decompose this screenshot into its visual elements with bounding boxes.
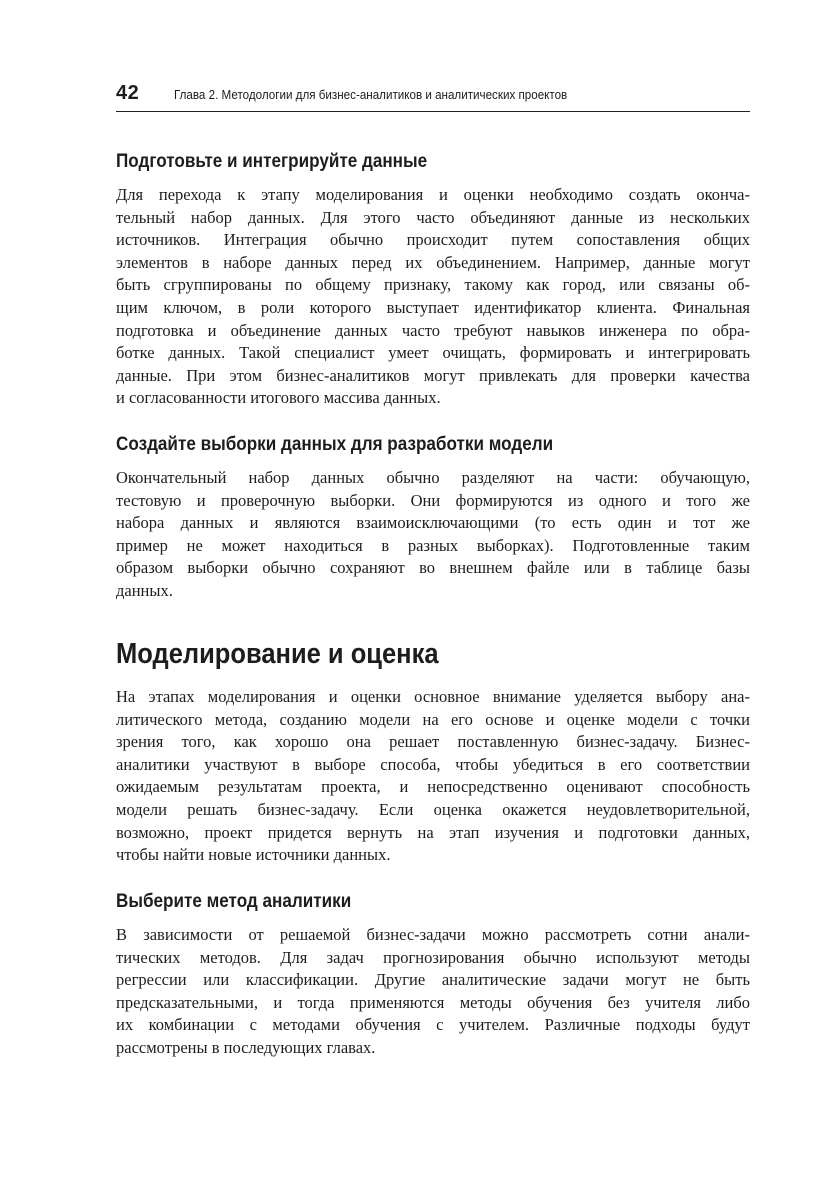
text-line: и согласованности итогового массива данных.: [116, 388, 441, 408]
text-line: возможно, проект придется вернуть на этап изучения и подготовки данных,: [116, 822, 750, 842]
running-title: Глава 2. Методологии для бизнес-аналитиков и аналитических проектов: [174, 88, 568, 102]
text-line: источников. Интеграция обычно происходит путем сопоставления общих: [116, 230, 750, 250]
text-line: быть сгруппированы по общему признаку, такому как город, или связаны об-: [116, 275, 750, 295]
text-line: тестовую и проверочную выборки. Они формируются из одного и того же: [116, 490, 750, 510]
text-line: предсказательными, и тогда применяются методы обучения без учителя либо: [116, 992, 750, 1012]
text-line: аналитики участвуют в выборе способа, чтобы убедиться в его соответствии: [116, 754, 750, 774]
text-line: ботке данных. Такой специалист умеет очищать, формировать и интегрировать: [116, 343, 750, 363]
text-line: Для перехода к этапу моделирования и оценки необходимо создать оконча-: [116, 185, 750, 204]
text-line: литического метода, созданию модели на его основе и оценке модели с точки: [116, 709, 750, 729]
text-line: В зависимости от решаемой бизнес-задачи можно рассмотреть сотни анали-: [116, 925, 750, 944]
section-heading-create-samples: Создайте выборки данных для разработки модели: [116, 434, 554, 455]
text-line: щим ключом, в роли которого выступает идентификатор клиента. Финальная: [116, 297, 750, 317]
text-line: ожидаемым результатам проекта, и непосредственно оценивают способность: [116, 777, 750, 797]
page-number: 42: [116, 82, 140, 104]
paragraph-choose-method: [116, 924, 750, 1060]
text-line: зрения того, как хорошо она решает поставленную бизнес-задачу. Бизнес-: [116, 732, 750, 752]
paragraph-prepare-data: [116, 184, 750, 410]
text-line: данных.: [116, 580, 173, 600]
text-line: чтобы найти новые источники данных.: [116, 845, 391, 865]
text-line: тических методов. Для задач прогнозирования обычно используют методы: [116, 947, 750, 967]
text-line: рассмотрены в последующих главах.: [116, 1037, 376, 1057]
text-line: модели решать бизнес-задачу. Если оценка окажется неудовлетворительной,: [116, 799, 750, 819]
paragraph-modeling: [116, 686, 750, 867]
text-line: образом выборки обычно сохраняют во внешнем файле или в таблице базы: [116, 558, 750, 578]
running-header: [116, 80, 750, 112]
section-heading-choose-method: Выберите метод аналитики: [116, 891, 352, 912]
text-line: подготовка и объединение данных часто требуют навыков инженера по обра-: [116, 320, 750, 340]
text-line: элементов в наборе данных перед их объединением. Например, данные могут: [116, 252, 750, 272]
text-line: данные. При этом бизнес-аналитиков могут привлекать для проверки качества: [116, 365, 750, 385]
text-line: набора данных и являются взаимоисключающими (то есть один и тот же: [116, 513, 750, 533]
text-line: Окончательный набор данных обычно разделяют на части: обучающую,: [116, 468, 750, 487]
text-line: На этапах моделирования и оценки основное внимание уделяется выбору ана-: [116, 687, 750, 706]
paragraph-create-samples: [116, 467, 750, 603]
chapter-section-title-modeling: Моделирование и оценка: [116, 638, 439, 670]
text-line: регрессии или классификации. Другие аналитические задачи могут не быть: [116, 970, 750, 990]
section-heading-prepare-data: Подготовьте и интегрируйте данные: [116, 151, 428, 172]
text-line: их комбинации с методами обучения с учителем. Различные подходы будут: [116, 1015, 750, 1035]
text-line: тельный набор данных. Для этого часто объединяют данные из нескольких: [116, 207, 750, 227]
text-line: пример не может находиться в разных выборках). Подготовленные таким: [116, 535, 750, 555]
